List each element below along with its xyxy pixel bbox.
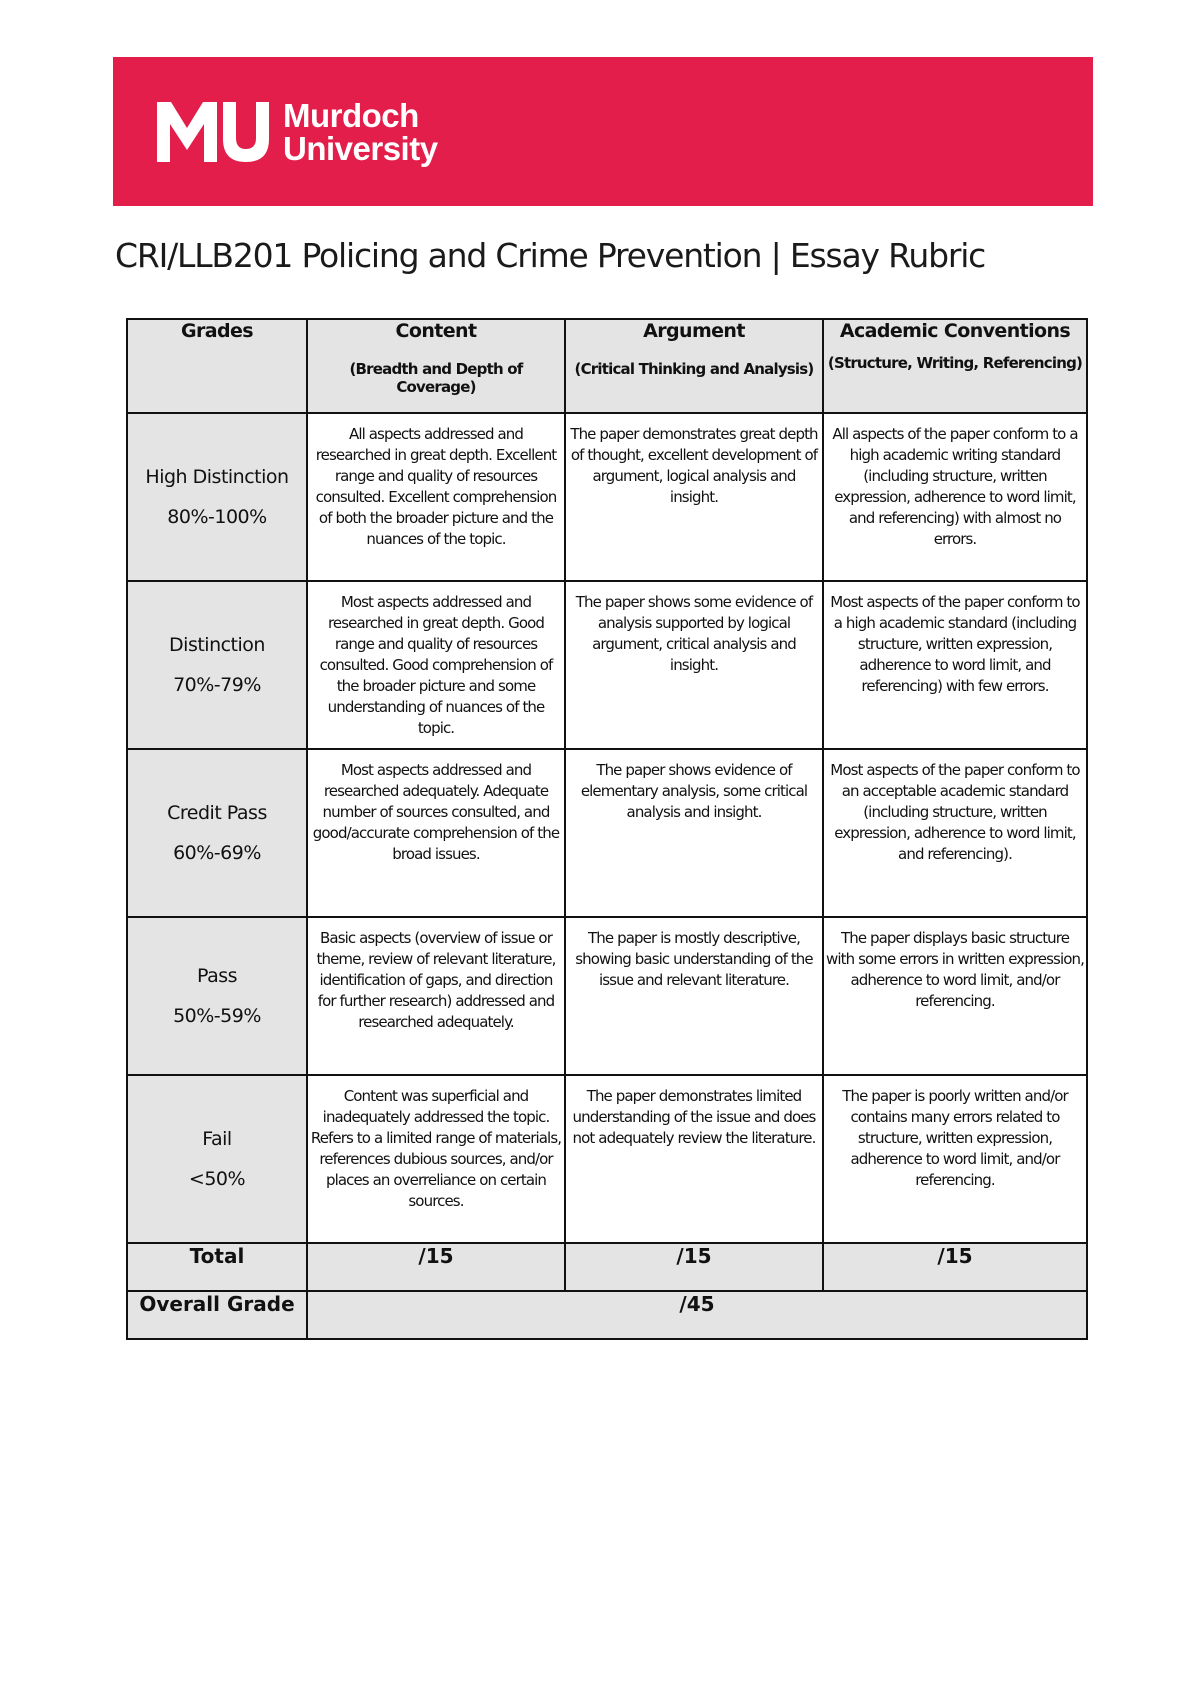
- rubric-table: [126, 318, 1088, 1340]
- header-conventions: Academic Conventions (Structure, Writing, Referencing): [823, 319, 1087, 413]
- logo-line-1: Murdoch: [283, 97, 419, 134]
- grade-cell: Distinction 70%-79%: [127, 581, 307, 749]
- header-content: Content (Breadth and Depth of Coverage): [307, 319, 565, 413]
- mu-logo-icon: [157, 102, 269, 162]
- total-row: [127, 1243, 1087, 1291]
- header-grades: Grades: [127, 319, 307, 413]
- total-label: Total: [127, 1243, 307, 1291]
- content-cell: Content was superficial and inadequately addressed the topic. Refers to a limited range of materials, references dubious sources, and/or places an overreliance on certain sources.: [307, 1075, 565, 1243]
- table-row-pass: [127, 917, 1087, 1075]
- argument-cell: The paper shows evidence of elementary analysis, some critical analysis and insight.: [565, 749, 823, 917]
- header-row: [127, 319, 1087, 413]
- header-banner: [113, 57, 1093, 206]
- content-cell: All aspects addressed and researched in great depth. Excellent range and quality of resources consulted. Excellent comprehension of both the broader picture and the nuances of the topic.: [307, 413, 565, 581]
- conventions-cell: Most aspects of the paper conform to an acceptable academic standard (including structure, written expression, adherence to word limit, and referencing).: [823, 749, 1087, 917]
- overall-label: Overall Grade: [127, 1291, 307, 1339]
- grade-cell: Credit Pass 60%-69%: [127, 749, 307, 917]
- table-row-high-distinction: [127, 413, 1087, 581]
- overall-grade-row: [127, 1291, 1087, 1339]
- table-row-fail: [127, 1075, 1087, 1243]
- total-conventions: /15: [823, 1243, 1087, 1291]
- argument-cell: The paper demonstrates great depth of thought, excellent development of argument, logical analysis and insight.: [565, 413, 823, 581]
- argument-cell: The paper is mostly descriptive, showing basic understanding of the issue and relevant literature.: [565, 917, 823, 1075]
- conventions-cell: Most aspects of the paper conform to a high academic standard (including structure, written expression, adherence to word limit, and referencing) with few errors.: [823, 581, 1087, 749]
- table-row-distinction: [127, 581, 1087, 749]
- page-title: CRI/LLB201 Policing and Crime Prevention | Essay Rubric: [115, 236, 986, 275]
- header-argument: Argument (Critical Thinking and Analysis): [565, 319, 823, 413]
- grade-cell: Fail <50%: [127, 1075, 307, 1243]
- logo-wordmark: [283, 99, 438, 165]
- overall-value: /45: [307, 1291, 1087, 1339]
- murdoch-logo: [157, 99, 438, 165]
- content-cell: Basic aspects (overview of issue or theme, review of relevant literature, identification of gaps, and direction for further research) addressed and researched adequately.: [307, 917, 565, 1075]
- logo-line-2: University: [283, 130, 438, 167]
- conventions-cell: The paper is poorly written and/or contains many errors related to structure, written expression, adherence to word limit, and/or referencing.: [823, 1075, 1087, 1243]
- argument-cell: The paper demonstrates limited understanding of the issue and does not adequately review the literature.: [565, 1075, 823, 1243]
- content-cell: Most aspects addressed and researched adequately. Adequate number of sources consulted, and good/accurate comprehension of the broad issues.: [307, 749, 565, 917]
- content-cell: Most aspects addressed and researched in great depth. Good range and quality of resources consulted. Good comprehension of the broader picture and some understanding of nuances of the topic.: [307, 581, 565, 749]
- total-content: /15: [307, 1243, 565, 1291]
- total-argument: /15: [565, 1243, 823, 1291]
- table-row-credit-pass: [127, 749, 1087, 917]
- conventions-cell: The paper displays basic structure with some errors in written expression, adherence to word limit, and/or referencing.: [823, 917, 1087, 1075]
- grade-cell: Pass 50%-59%: [127, 917, 307, 1075]
- grade-cell: High Distinction 80%-100%: [127, 413, 307, 581]
- argument-cell: The paper shows some evidence of analysis supported by logical argument, critical analysis and insight.: [565, 581, 823, 749]
- conventions-cell: All aspects of the paper conform to a high academic writing standard (including structure, written expression, adherence to word limit, and referencing) with almost no errors.: [823, 413, 1087, 581]
